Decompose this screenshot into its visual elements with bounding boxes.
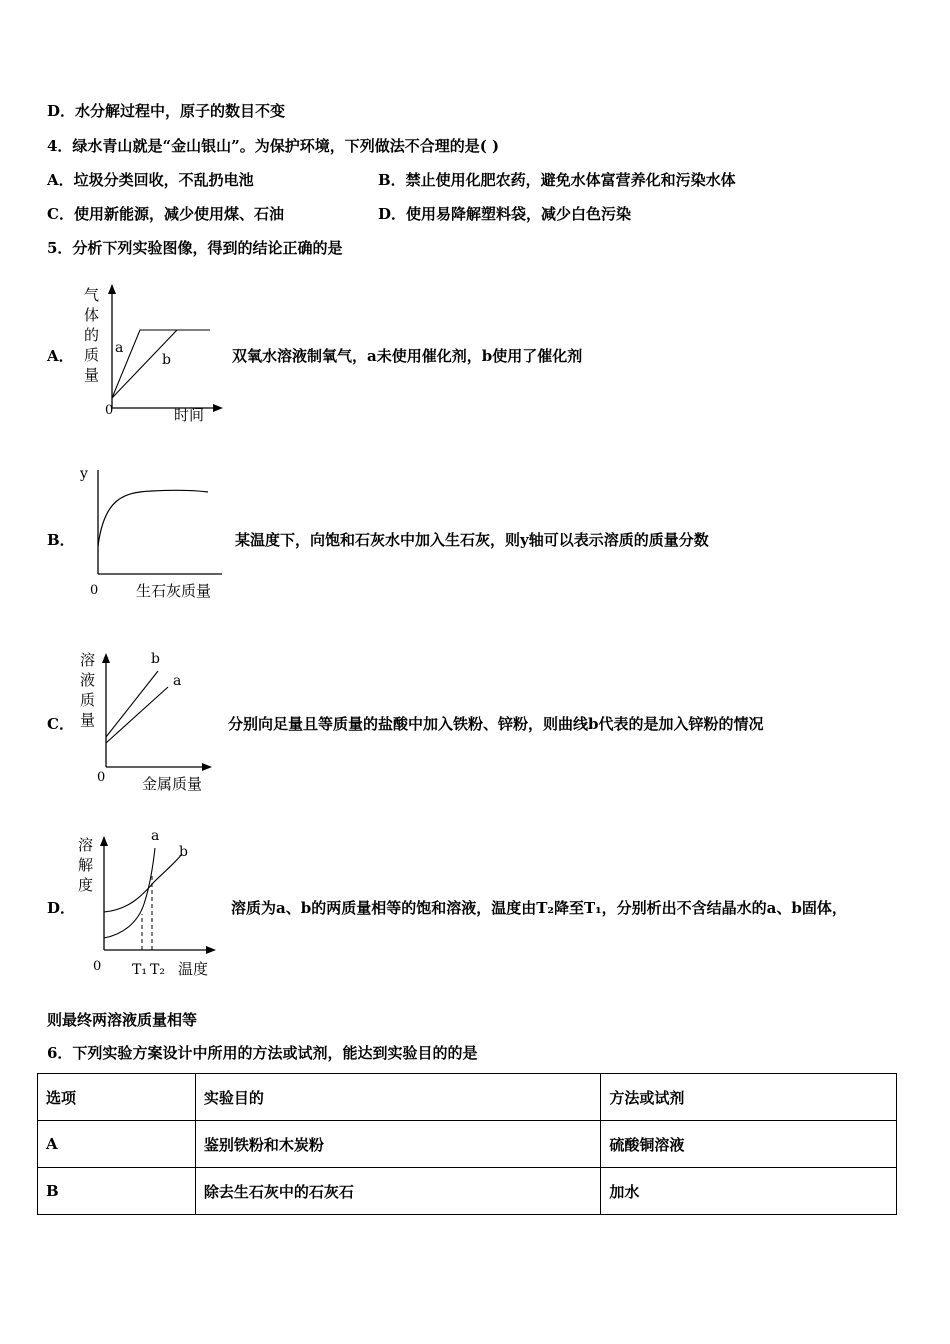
q5-graph-a — [72, 280, 232, 430]
x-label: 温度 — [178, 960, 209, 978]
curve-a — [112, 330, 210, 398]
y-label-3: 度 — [78, 876, 94, 894]
q5-stem: 5．分析下列实验图像，得到的结论正确的是 — [47, 239, 343, 257]
x-axis-arrow — [213, 404, 223, 412]
y-label-3: 质 — [80, 691, 96, 709]
q4-option-b: B．禁止使用化肥农药，避免水体富营养化和污染水体 — [378, 171, 736, 189]
origin-label: 0 — [93, 959, 102, 974]
table-header-row — [38, 1074, 897, 1121]
curve-a — [104, 848, 155, 938]
t2-label: T₂ — [150, 962, 165, 978]
curve-a-label: a — [115, 340, 124, 356]
q5-option-d-label: D． — [47, 899, 76, 917]
y-label-5: 量 — [84, 366, 100, 384]
y-label-2: 体 — [84, 306, 100, 324]
origin-label: 0 — [90, 583, 99, 598]
x-axis-arrow — [206, 946, 216, 954]
header-method: 方法或试剂 — [601, 1074, 897, 1121]
curve-b-label: b — [162, 352, 171, 368]
q5-graph-d — [72, 826, 232, 986]
q5-option-b-label: B． — [47, 531, 75, 549]
y-axis-arrow — [102, 653, 110, 663]
y-label-4: 质 — [84, 346, 100, 364]
q6-table — [37, 1073, 897, 1215]
y-axis-arrow — [100, 836, 108, 846]
q5-option-a-text: 双氧水溶液制氧气，a未使用催化剂，b使用了催化剂 — [232, 347, 583, 365]
y-label-1: 气 — [84, 286, 100, 304]
row-b-method: 加水 — [601, 1168, 897, 1215]
y-label: y — [80, 466, 88, 482]
q5-option-d-continuation: 则最终两溶液质量相等 — [47, 1011, 198, 1029]
y-label-4: 量 — [80, 711, 96, 729]
q6-stem: 6．下列实验方案设计中所用的方法或试剂，能达到实验目的的是 — [47, 1044, 478, 1062]
curve-b — [104, 854, 182, 912]
curve-b — [106, 671, 158, 737]
y-label-2: 液 — [80, 671, 96, 689]
q3-option-d: D．水分解过程中，原子的数目不变 — [47, 102, 286, 120]
q4-option-a: A．垃圾分类回收，不乱扔电池 — [47, 171, 254, 189]
header-option: 选项 — [38, 1074, 196, 1121]
q5-option-c-text: 分别向足量且等质量的盐酸中加入铁粉、锌粉，则曲线b代表的是加入锌粉的情况 — [228, 715, 764, 733]
header-purpose: 实验目的 — [195, 1074, 601, 1121]
x-label: 金属质量 — [142, 775, 203, 793]
curve-a-label: a — [151, 828, 160, 844]
curve-y — [98, 490, 208, 546]
q5-option-b-text: 某温度下，向饱和石灰水中加入生石灰，则y轴可以表示溶质的质量分数 — [235, 531, 709, 549]
q5-graph-b — [72, 460, 232, 602]
row-b-purpose: 除去生石灰中的石灰石 — [195, 1168, 601, 1215]
q5-graph-c — [72, 645, 232, 797]
y-label-1: 溶 — [80, 651, 96, 669]
q5-option-a-label: A． — [47, 347, 74, 365]
curve-b-label: b — [151, 651, 160, 667]
q5-option-d-text: 溶质为a、b的两质量相等的饱和溶液，温度由T₂降至T₁，分别析出不含结晶水的a、b固体， — [231, 899, 847, 917]
y-label-3: 的 — [84, 326, 100, 344]
x-label: 生石灰质量 — [136, 582, 212, 600]
origin-label: 0 — [105, 403, 114, 418]
x-axis-arrow — [202, 763, 212, 771]
row-a-purpose: 鉴别铁粉和木炭粉 — [195, 1121, 601, 1168]
row-b-option: B — [38, 1168, 196, 1215]
q4-option-d: D．使用易降解塑料袋，减少白色污染 — [378, 205, 632, 223]
table-row — [38, 1168, 897, 1215]
x-label: 时间 — [174, 406, 205, 424]
curve-a — [106, 687, 168, 743]
q4-option-c: C．使用新能源，减少使用煤、石油 — [47, 205, 284, 223]
row-a-method: 硫酸铜溶液 — [601, 1121, 897, 1168]
y-label-1: 溶 — [78, 836, 94, 854]
table-row — [38, 1121, 897, 1168]
curve-a-label: a — [173, 673, 182, 689]
q5-option-c-label: C． — [47, 715, 74, 733]
q4-stem: 4．绿水青山就是“金山银山”。为保护环境，下列做法不合理的是( ) — [47, 137, 500, 155]
y-axis-arrow — [108, 284, 116, 294]
row-a-option: A — [38, 1121, 196, 1168]
curve-b-label: b — [179, 844, 188, 860]
t1-label: T₁ — [132, 962, 147, 978]
y-label-2: 解 — [78, 856, 94, 874]
origin-label: 0 — [97, 770, 106, 785]
